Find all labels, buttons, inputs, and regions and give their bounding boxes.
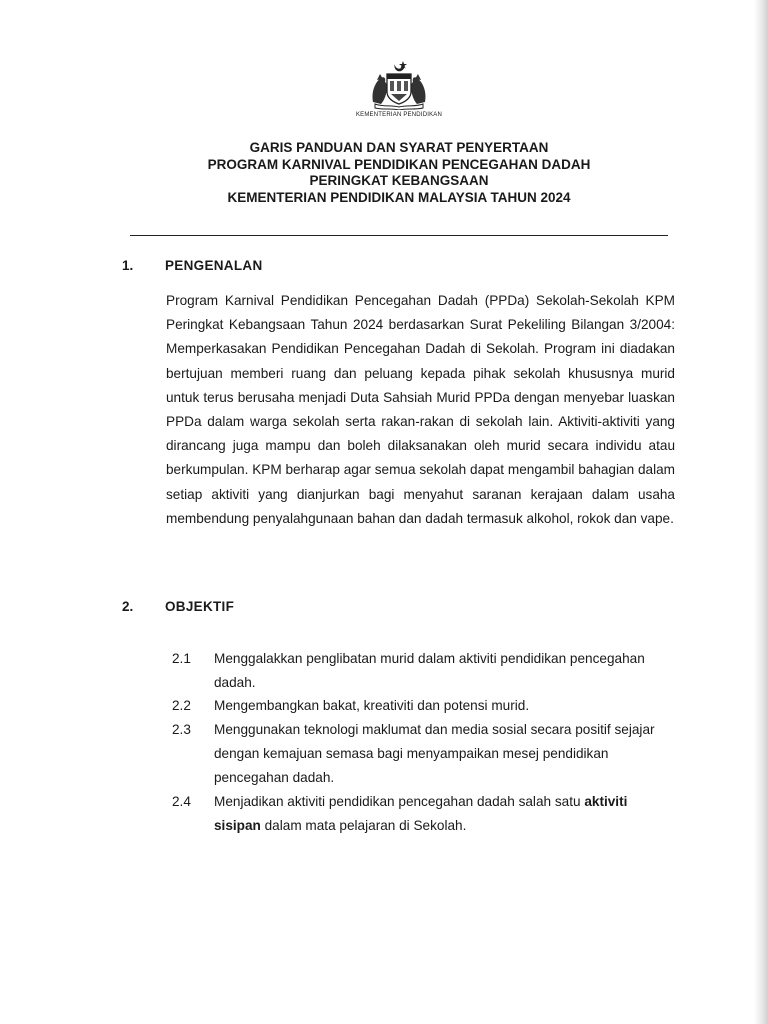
- section-heading: OBJEKTIF: [165, 599, 235, 614]
- title-line: PROGRAM KARNIVAL PENDIDIKAN PENCEGAHAN DADAH: [207, 156, 591, 172]
- objective-text: Mengembangkan bakat, kreativiti dan potensi murid.: [214, 698, 530, 713]
- title-line: GARIS PANDUAN DAN SYARAT PENYERTAAN: [249, 140, 549, 155]
- page-edge-shadow: [754, 0, 768, 1024]
- ministry-label: KEMENTERIAN PENDIDIKAN: [355, 112, 443, 118]
- objective-number: 2.4: [172, 794, 191, 809]
- document-title: [150, 140, 648, 206]
- objective-text: [214, 790, 674, 838]
- section-number: 2.: [122, 599, 134, 614]
- title-line: KEMENTERIAN PENDIDIKAN MALAYSIA TAHUN 2024: [227, 189, 571, 205]
- title-line: PERINGKAT KEBANGSAAN: [309, 173, 489, 188]
- objective-number: 2.3: [172, 722, 191, 737]
- objective-text: Menggunakan teknologi maklumat dan media sosial secara positif sejajar dengan kemajuan semasa bagi menyampaikan mesej pendidikan pencegahan dadah.: [214, 722, 655, 785]
- objective-text: Menggalakkan penglibatan murid dalam aktiviti pendidikan pencegahan dadah.: [214, 651, 645, 690]
- title-divider: [130, 235, 668, 236]
- coat-of-arms-icon: [369, 58, 429, 110]
- objective-number: 2.2: [172, 698, 191, 713]
- section-heading: PENGENALAN: [165, 258, 263, 273]
- objective-text-emphasis: aktiviti sisipan: [214, 794, 628, 833]
- objective-text-part: dalam mata pelajaran di Sekolah.: [260, 818, 467, 833]
- objective-number: 2.1: [172, 651, 191, 666]
- objective-text-part: Menjadikan aktiviti pendidikan pencegahan dadah salah satu: [214, 794, 585, 809]
- section-number: 1.: [122, 258, 134, 273]
- section-paragraph: Program Karnival Pendidikan Pencegahan Dadah (PPDa) Sekolah-Sekolah KPM Peringkat Kebangsaan Tahun 2024 berdasarkan Surat Pekeliling Bilangan 3/2004: Memperkasakan Pendidikan Pencegahan Dadah di Sekolah. Program ini diadakan bertujuan memberi ruang dan peluang kepada pihak sekolah khususnya murid untuk terus berusaha menjadi Duta Sahsiah Murid PPDa dengan menyebar luaskan PPDa dalam warga sekolah serta rakan-rakan di sekolah lain. Aktiviti-aktiviti yang dirancang juga mampu dan boleh dilaksanakan oleh murid secara individu atau berkumpulan. KPM berharap agar semua sekolah dapat mengambil bahagian dalam setiap aktiviti yang dianjurkan bagi menyahut saranan kerajaan dalam usaha membendung penyalahgunaan bahan dan dadah termasuk alkohol, rokok dan vape.: [166, 293, 675, 526]
